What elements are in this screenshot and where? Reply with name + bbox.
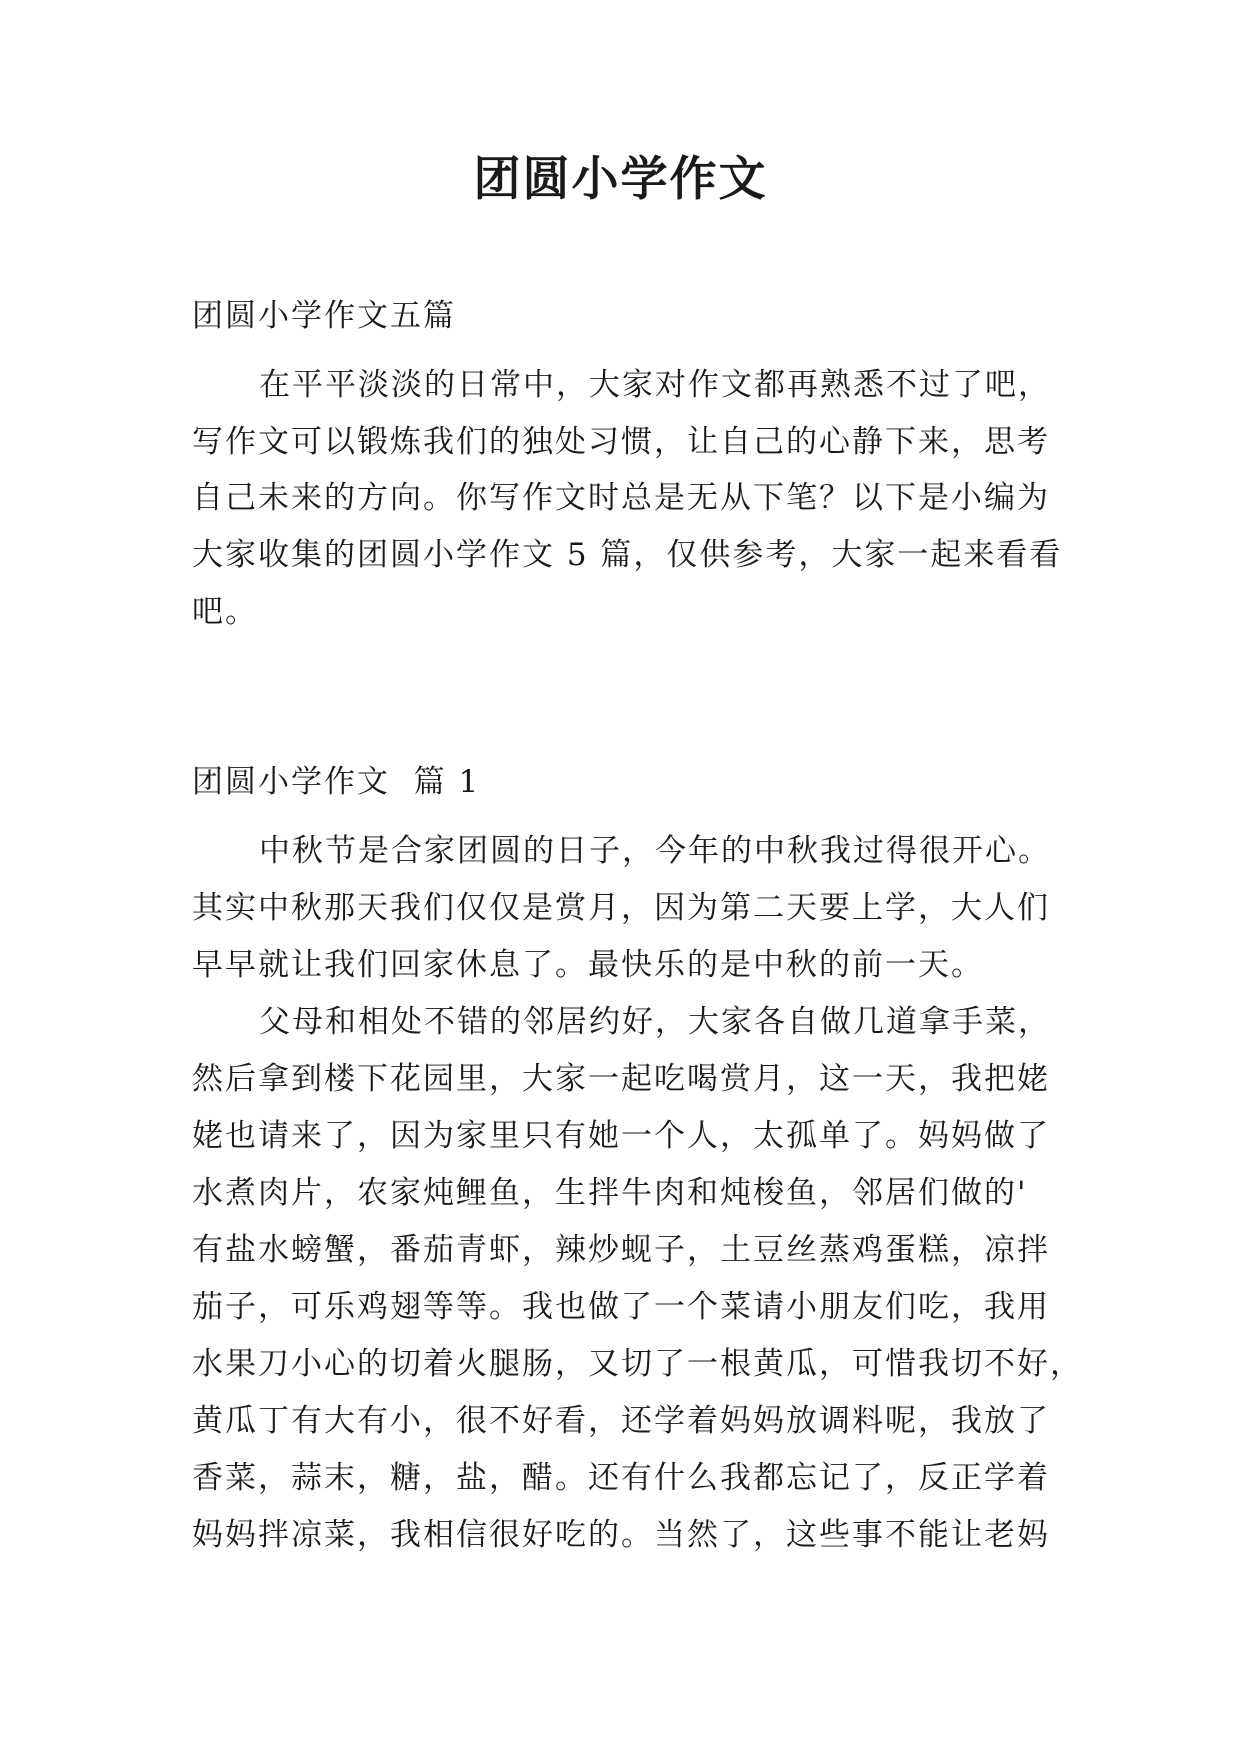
intro-line: 自己未来的方向。你写作文时总是无从下笔？以下是小编为 [192, 480, 1050, 516]
paragraph-line: 父母和相处不错的邻居约好，大家各自做几道拿手菜， [259, 1004, 1051, 1040]
paragraph-line: 其实中秋那天我们仅仅是赏月，因为第二天要上学，大人们 [192, 890, 1050, 926]
paragraph-line: 黄瓜丁有大有小，很不好看，还学着妈妈放调料呢，我放了 [192, 1403, 1050, 1439]
paragraph-line: 妈妈拌凉菜，我相信很好吃的。当然了，这些事不能让老妈 [192, 1517, 1050, 1553]
intro-line: 在平平淡淡的日常中，大家对作文都再熟悉不过了吧， [259, 367, 1051, 403]
paragraph-line: 香菜，蒜末，糖，盐，醋。还有什么我都忘记了，反正学着 [192, 1460, 1050, 1496]
intro-line: 吧。 [192, 594, 258, 630]
paragraph-line: 中秋节是合家团圆的日子，今年的中秋我过得很开心。 [259, 833, 1051, 869]
intro-line: 大家收集的团圆小学作文 5 篇，仅供参考，大家一起来看看 [192, 537, 1063, 573]
paragraph-line: 水果刀小心的切着火腿肠，又切了一根黄瓜，可惜我切不好， [192, 1346, 1083, 1382]
document-subtitle: 团圆小学作文五篇 [192, 298, 456, 334]
paragraph-line: 茄子，可乐鸡翅等等。我也做了一个菜请小朋友们吃，我用 [192, 1289, 1050, 1325]
document-title: 团圆小学作文 [473, 152, 768, 207]
paragraph-line: 有盐水螃蟹，番茄青虾，辣炒蚬子，土豆丝蒸鸡蛋糕，凉拌 [192, 1232, 1050, 1268]
paragraph-line: 水煮肉片，农家炖鲤鱼，生拌牛肉和炖梭鱼，邻居们做的' [192, 1175, 1028, 1211]
paragraph-line: 早早就让我们回家休息了。最快乐的是中秋的前一天。 [192, 947, 984, 983]
intro-line: 写作文可以锻炼我们的独处习惯，让自己的心静下来，思考 [192, 424, 1050, 460]
section-heading: 团圆小学作文 篇 1 [192, 764, 481, 800]
paragraph-line: 然后拿到楼下花园里，大家一起吃喝赏月，这一天，我把姥 [192, 1061, 1050, 1097]
paragraph-line: 姥也请来了，因为家里只有她一个人，太孤单了。妈妈做了 [192, 1118, 1050, 1154]
